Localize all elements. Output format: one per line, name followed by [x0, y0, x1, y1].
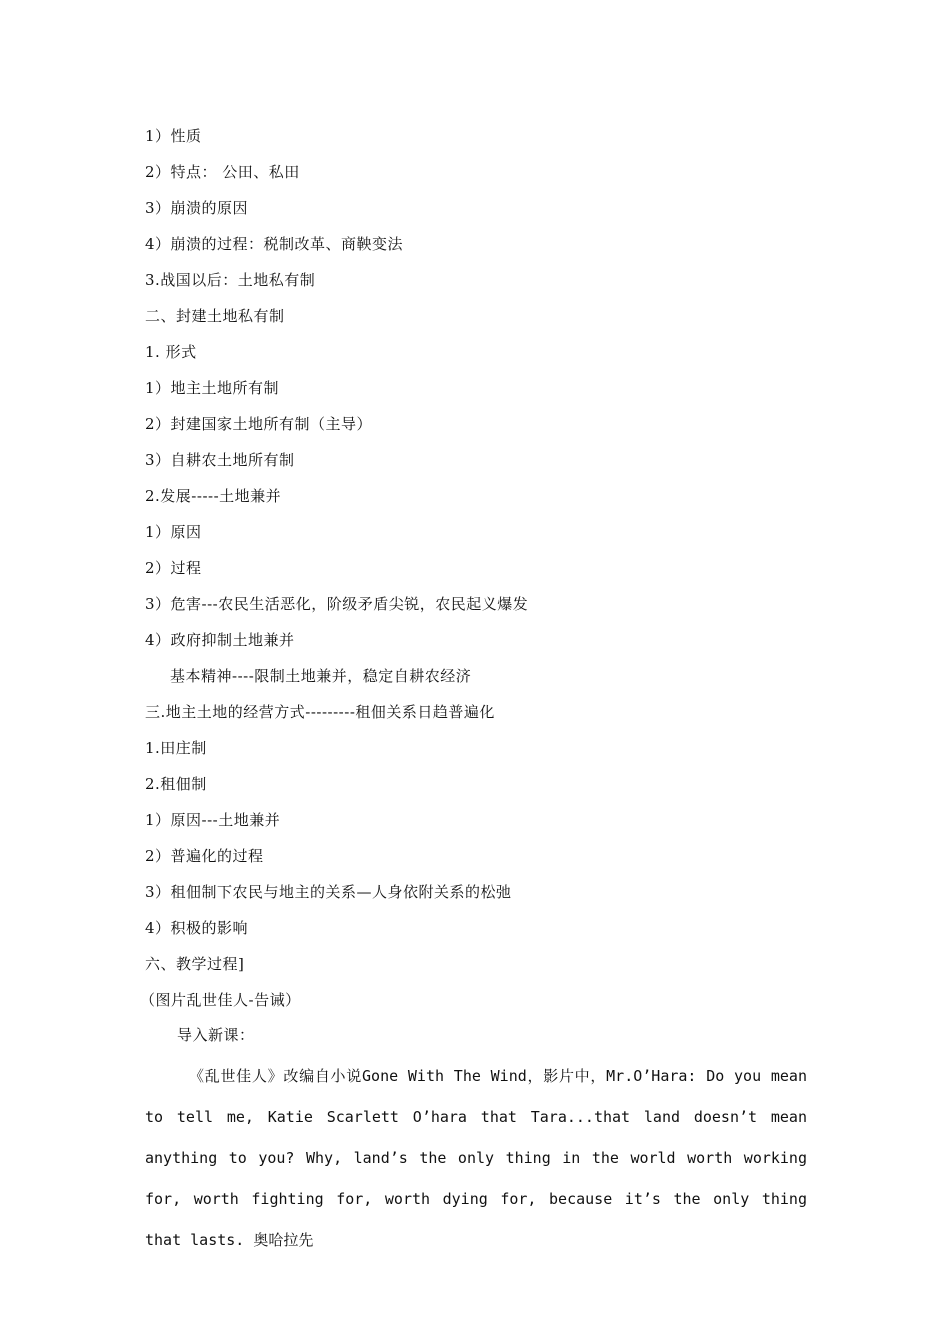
outline-item: 4）政府抑制土地兼并	[145, 631, 295, 649]
intro-paragraph: 《乱世佳人》改编自小说Gone With The Wind，影片中，Mr.O’Hara: Do you mean to tell me, Katie Scarlett O’hara that Tara...that land doesn’t mean anything to you? Why, land’s the only thing in the world worth working for, worth fighting for, worth dying for, because it’s the only thing that lasts. 奥哈拉先	[145, 1067, 807, 1249]
outline-item: 3.战国以后：土地私有制	[145, 271, 316, 289]
outline-item: 1. 形式	[145, 343, 197, 361]
outline-item: 1）地主土地所有制	[145, 379, 280, 397]
outline-item: 2.租佃制	[145, 775, 207, 793]
outline-item: 3）危害---农民生活恶化，阶级矛盾尖锐，农民起义爆发	[145, 595, 529, 613]
section-heading: 六、教学过程]	[145, 955, 245, 973]
outline-item: 1）原因	[145, 523, 202, 541]
outline-item: 1.田庄制	[145, 739, 207, 757]
outline-item: 1）原因---土地兼并	[145, 811, 281, 829]
outline-item: 2）封建国家土地所有制（主导）	[145, 415, 373, 433]
section-heading: 二、封建土地私有制	[145, 307, 285, 325]
outline-item: 1）性质	[145, 127, 202, 145]
outline-note: 基本精神----限制土地兼并，稳定自耕农经济	[170, 667, 472, 685]
image-caption: （图片乱世佳人-告诫）	[140, 991, 301, 1009]
outline-item: 2）普遍化的过程	[145, 847, 264, 865]
outline-item: 3）自耕农土地所有制	[145, 451, 295, 469]
outline-item: 2.发展-----土地兼并	[145, 487, 282, 505]
outline-item: 3）租佃制下农民与地主的关系—人身依附关系的松弛	[145, 883, 512, 901]
outline-item: 3）崩溃的原因	[145, 199, 249, 217]
section-heading: 三.地主土地的经营方式---------租佃关系日趋普遍化	[145, 703, 495, 721]
intro-label: 导入新课：	[177, 1026, 255, 1044]
outline-item: 2）特点： 公田、私田	[145, 163, 300, 181]
outline-item: 4）积极的影响	[145, 919, 249, 937]
outline-item: 4）崩溃的过程：税制改革、商鞅变法	[145, 235, 404, 253]
outline-item: 2）过程	[145, 559, 202, 577]
